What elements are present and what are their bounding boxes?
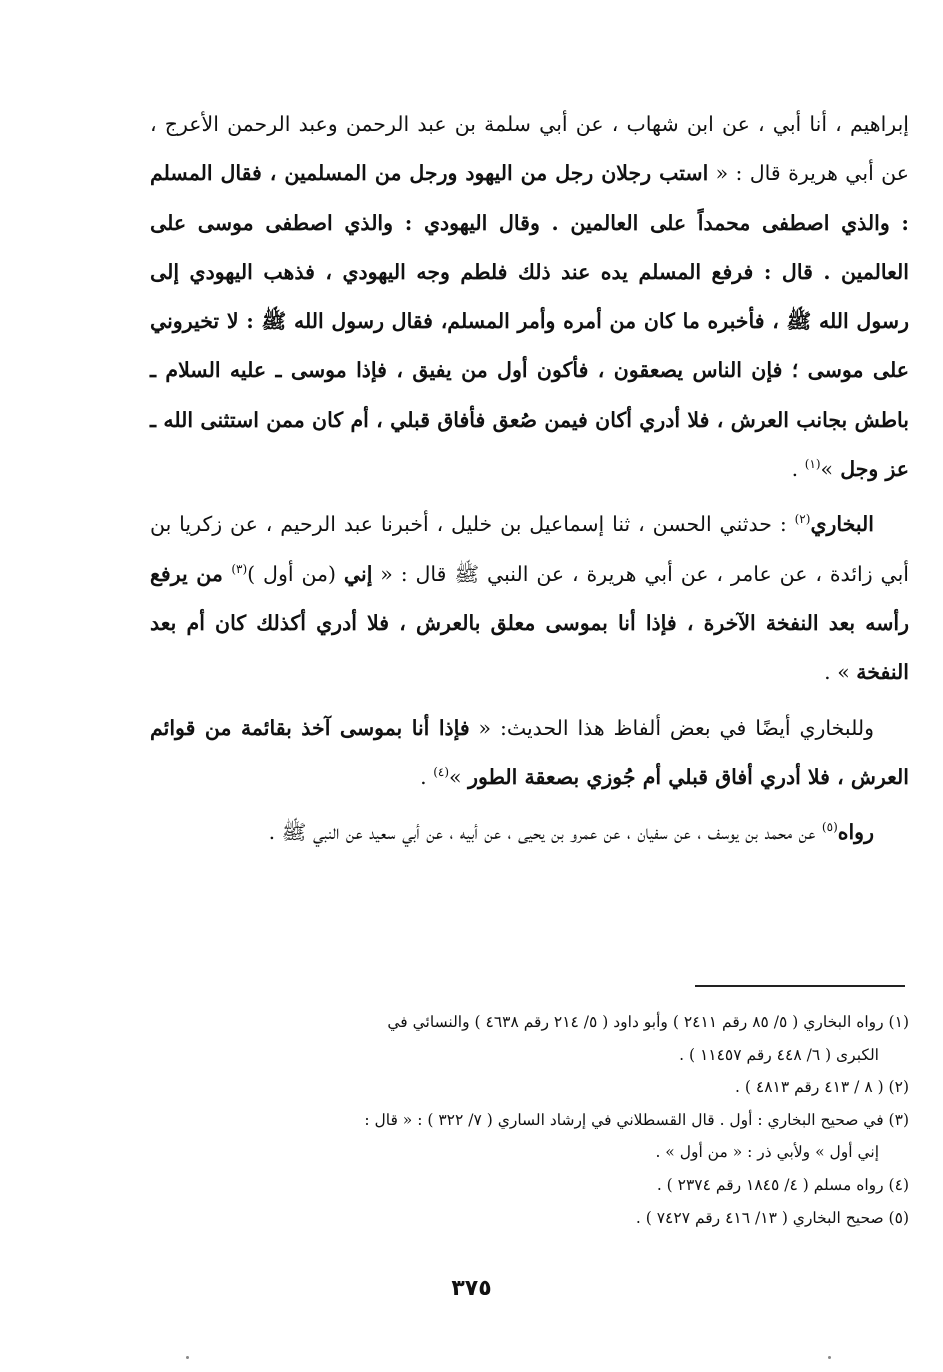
narration-text: . [791,457,805,482]
narration-text: إبراهيم ، أنا أبي ، عن ابن شهاب ، عن أبي سلمة بن عبد الرحمن وعبد الرحمن الأعرج ، عن أبي هريرة قال : « [150,112,909,186]
footnote [150,1169,909,1202]
footnotes [150,1006,909,1234]
footnote-text: (٥) صحيح البخاري ( ١٣/ ٤١٦ رقم ٧٤٢٧ ) . [635,1208,909,1227]
footnote-marker: (٣) [231,561,248,576]
narration-text: . [420,764,434,789]
paragraph [150,808,909,857]
narration-text: » [449,764,469,789]
hadith-text: فإذا أنا بموسى آخذ بقائمة من قوائم العرش ، فلا أدري أفاق قبلي أم جُوزي بصعقة الطور [150,715,909,789]
footnote [150,1104,909,1169]
main-text [150,100,909,863]
footnote [150,1006,909,1071]
footnote-marker: (٤) [433,765,450,780]
page-number: ٣٧٥ [451,1276,492,1301]
footnote-marker: (٢) [794,512,811,527]
footnote-text: (٣) في صحيح البخاري : أول . قال القسطلاني في إرشاد الساري ( ٧/ ٣٢٢ ) : « قال : [364,1110,909,1129]
footnote [150,1071,909,1104]
scan-speck [828,1356,831,1359]
footnote-marker: (١) [804,457,821,472]
narration-text: وللبخاري أيضًا في بعض ألفاظ هذا الحديث: « [469,715,874,740]
scan-speck [186,1356,189,1359]
narration-text: (من أول ) [247,561,344,586]
hadith-text: من يرفع رأسه بعد النفخة الآخرة ، فإذا أنا بموسى معلق بالعرش ، فلا أدري أكذلك كان أم بعد النفخة [150,561,909,685]
hadith-text: رواه [837,820,874,845]
footnote-text: (٤) رواه مسلم ( ٤/ ١٨٤٥ رقم ٢٣٧٤ ) . [656,1175,909,1194]
footnote-text: (٢) ( ٨ / ٤١٣ رقم ٤٨١٣ ) . [735,1078,909,1097]
narration-text: عن محمد بن يوسف ، عن سفيان ، عن عمرو بن يحيى ، عن أبيه ، عن أبي سعيد عن النبي ﷺ . [268,820,822,845]
footnote-continuation: الكبرى ( ٦/ ٤٤٨ رقم ١١٤٥٧ ) . [679,1045,879,1064]
footnote-continuation: إني أول » ولأبي ذر : « من أول » . [655,1143,879,1162]
narration-text: » . [824,660,857,685]
narration-text: » [820,457,834,482]
footnote-separator [695,985,905,987]
footnote-marker: (٥) [821,820,838,835]
paragraph [150,704,909,803]
hadith-text: إني [343,561,373,586]
footnote [150,1202,909,1235]
footnote-text: (١) رواه البخاري ( ٥/ ٨٥ رقم ٢٤١١ ) وأبو داود ( ٥/ ٢١٤ رقم ٤٦٣٨ ) والنسائي في [387,1013,909,1031]
narration-text: : حدثني الحسن ، ثنا إسماعيل بن خليل ، أخبرنا عبد الرحيم ، عن زكريا بن أبي زائدة ، عن عامر ، عن أبي هريرة ، عن النبي ﷺ قال : « [150,512,909,586]
hadith-text: استب رجلان رجل من اليهود ورجل من المسلمين ، فقال المسلم : والذي اصطفى محمداً على العالمين . وقال اليهودي : والذي اصطفى موسى على العالمين . قال : فرفع المسلم يده عند ذلك فلطم وجه اليهودي ، فذهب اليهودي إلى رسول الله ﷺ ، فأخبره ما كان من أمره وأمر المسلم، فقال رسول الله ﷺ : لا تخيروني على موسى ؛ فإن الناس يصعقون ، فأكون أول من يفيق ، فإذا موسى ـ عليه السلام ـ باطش بجانب العرش ، فلا أدري أكان فيمن صُعق فأفاق قبلي ، أم كان ممن استثنى الله ـ عز وجل [150,161,909,482]
paragraph [150,100,909,494]
paragraph [150,500,909,697]
hadith-text: البخاري [810,512,874,537]
